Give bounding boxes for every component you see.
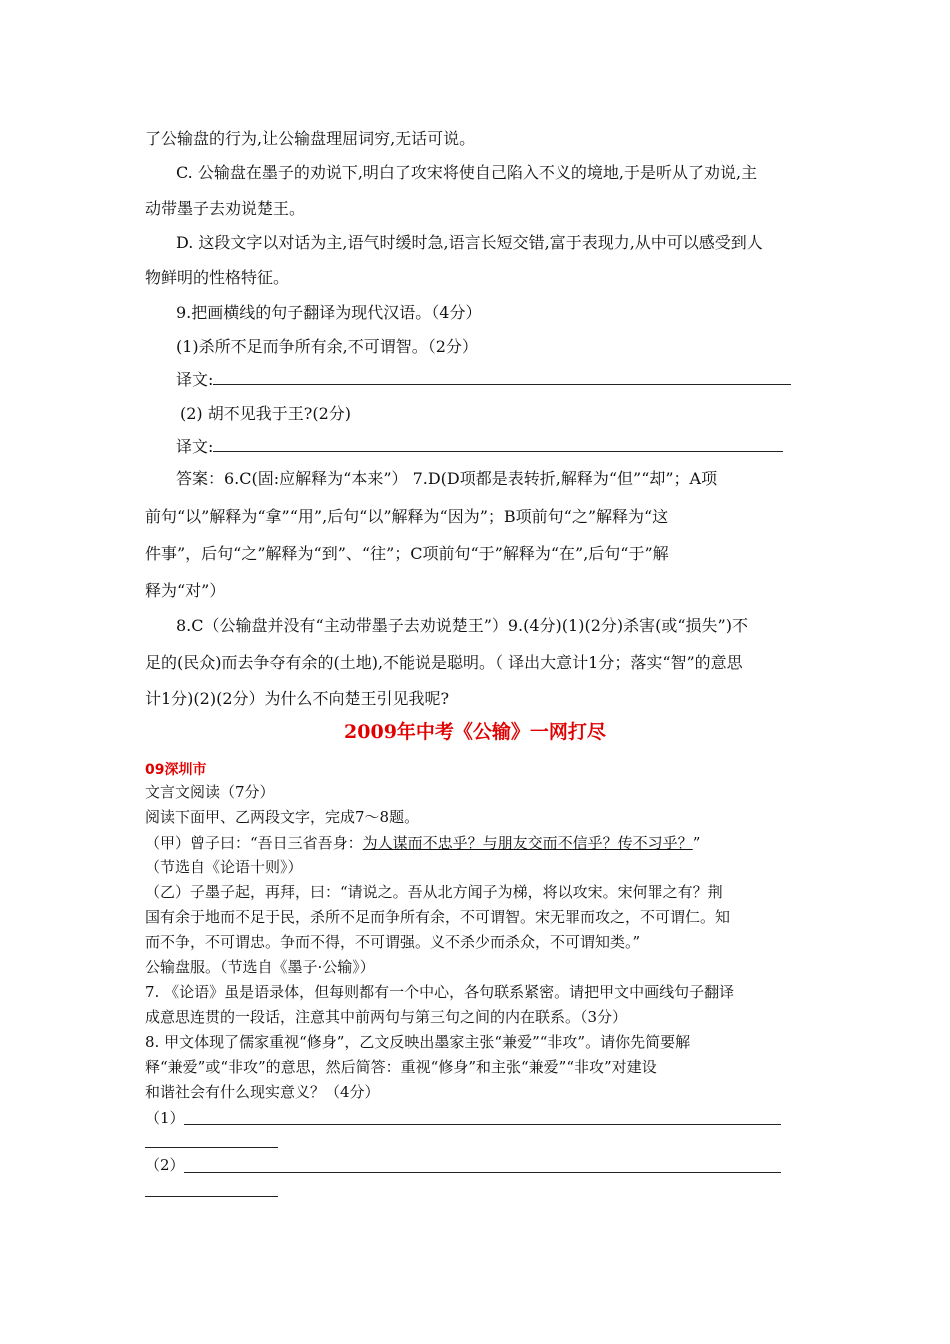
passage-yi-line-1: （乙）子墨子起，再拜，曰：“请说之。吾从北方闻子为梯，将以攻宋。宋何罪之有？荆 — [145, 883, 723, 901]
translation-line-2 — [176, 437, 783, 457]
translation-label: 译文: — [176, 437, 214, 456]
option-c-line-1: C. 公输盘在墨子的劝说下,明白了攻宋将使自己陷入不义的境地,于是听从了劝说,主 — [176, 163, 758, 182]
section-title: 2009年中考《公输》一网打尽 — [344, 721, 606, 743]
answer-line-2: 前句“以”解释为“拿”“用”,后句“以”解释为“因为”；B项前句“之”解释为“这 — [145, 507, 669, 526]
underlined-sentence: 为人谋而不忠乎？与朋友交而不信乎？传不习乎？ — [362, 834, 693, 852]
text-line: 了公输盘的行为,让公输盘理屈词穷,无话可说。 — [145, 129, 476, 148]
question-9-part-2: (2) 胡不见我于王?(2分) — [180, 404, 351, 423]
answer-blank[interactable] — [145, 1196, 278, 1197]
text-line: 阅读下面甲、乙两段文字，完成7～8题。 — [145, 808, 420, 826]
translation-line-1 — [176, 370, 791, 390]
option-d-line-2: 物鲜明的性格特征。 — [145, 268, 290, 287]
option-c-line-2: 动带墨子去劝说楚王。 — [145, 199, 306, 218]
passage-text: ” — [692, 834, 701, 852]
answer-line-3: 件事”，后句“之”解释为“到”、“往”；C项前句“于”解释为“在”,后句“于”解 — [145, 544, 669, 563]
question-8-line-3: 和谐社会有什么现实意义？（4分） — [145, 1083, 380, 1101]
answer-line-4: 释为“对”） — [145, 581, 226, 600]
question-8-line-1: 8. 甲文体现了儒家重视“修身”，乙文反映出墨家主张“兼爱”“非攻”。请你先简要解 — [145, 1033, 691, 1051]
option-d-line-1: D. 这段文字以对话为主,语气时缓时急,语言长短交错,富于表现力,从中可以感受到人 — [176, 233, 763, 252]
text-line: 文言文阅读（7分） — [145, 783, 275, 801]
answer-line-6: 足的(民众)而去争夺有余的(土地),不能说是聪明。（ 译出大意计1分；落实“智”的意思 — [145, 653, 743, 672]
passage-jia — [145, 834, 700, 853]
question-9: 9.把画横线的句子翻译为现代汉语。（4分） — [176, 303, 482, 322]
answer-blank[interactable] — [184, 1172, 781, 1173]
answer-line-1: 答案：6.C(固:应解释为“本来”） 7.D(D项都是表转折,解释为“但”“却”；A项 — [176, 469, 718, 488]
passage-text: （甲）曾子曰：“吾日三省吾身： — [145, 834, 363, 852]
answer-line-5: 8.C（公输盘并没有“主动带墨子去劝说楚王”）9.(4分)(1)(2分)杀害(或“损失”)不 — [176, 616, 748, 635]
passage-yi-line-3: 而不争，不可谓忠。争而不得，不可谓强。义不杀少而杀众，不可谓知类。” — [145, 933, 641, 951]
answer-blank[interactable] — [184, 1124, 781, 1125]
source-note: 公输盘服。（节选自《墨子·公输》） — [145, 958, 375, 976]
answer-blank[interactable] — [213, 437, 783, 452]
translation-label: 译文: — [176, 370, 214, 389]
answer-label-2: （2） — [145, 1156, 185, 1174]
question-8-line-2: 释“兼爱”或“非攻”的意思，然后简答：重视“修身”和主张“兼爱”“非攻”对建设 — [145, 1058, 657, 1076]
question-9-part-1: (1)杀所不足而争所有余,不可谓智。（2分） — [176, 337, 478, 356]
question-7-line-1: 7. 《论语》虽是语录体，但每则都有一个中心，各句联系紧密。请把甲文中画线句子翻译 — [145, 983, 735, 1001]
answer-blank[interactable] — [145, 1147, 278, 1148]
answer-line-7: 计1分)(2)(2分）为什么不向楚王引见我呢? — [145, 689, 450, 708]
answer-label-1: （1） — [145, 1109, 185, 1127]
passage-yi-line-2: 国有余于地而不足于民，杀所不足而争所有余，不可谓智。宋无罪而攻之，不可谓仁。知 — [145, 908, 731, 926]
question-7-line-2: 成意思连贯的一段话，注意其中前两句与第三句之间的内在联系。（3分） — [145, 1008, 628, 1026]
section-subtitle: 09深圳市 — [145, 762, 207, 778]
source-note: （节选自《论语十则》） — [145, 858, 303, 876]
answer-blank[interactable] — [213, 370, 791, 385]
